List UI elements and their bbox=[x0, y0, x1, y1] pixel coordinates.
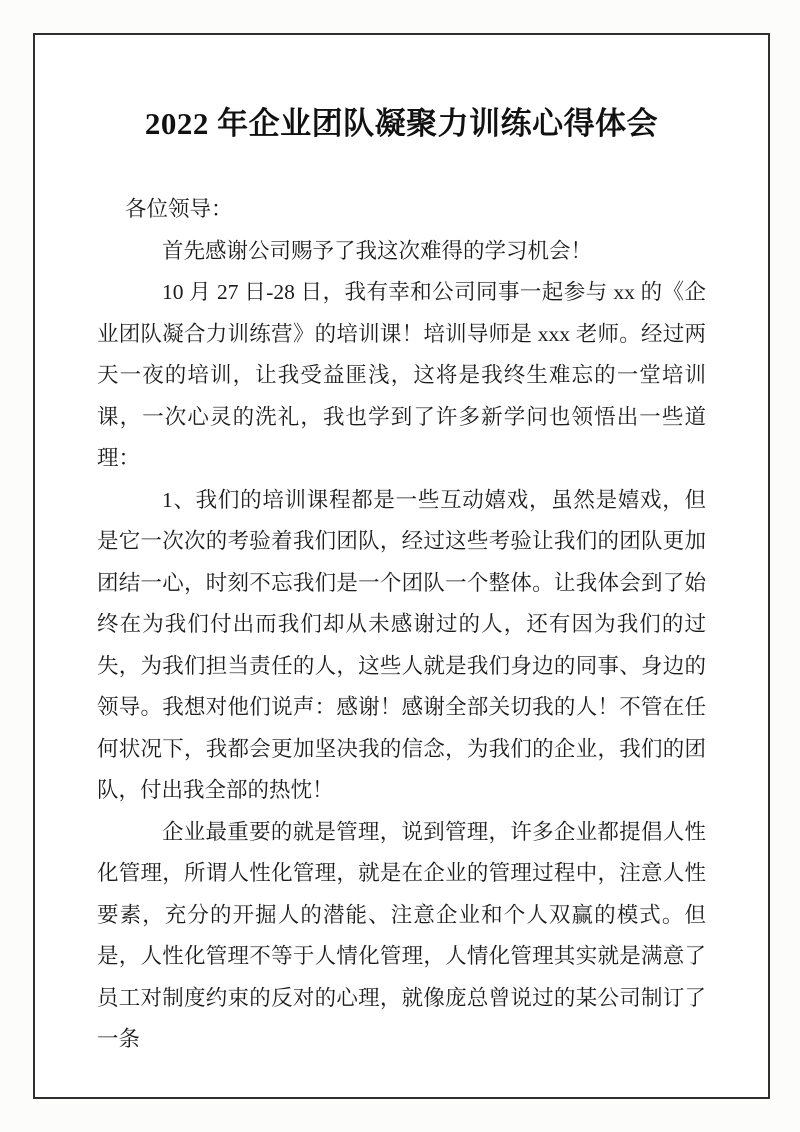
salutation-line: 各位领导： bbox=[125, 197, 233, 221]
paragraph: 10 月 27 日-28 日，我有幸和公司同事一起参与 xx 的《企业团队凝合力训练营》的培训课！培训导师是 xxx 老师。经过两天一夜的培训，让我受益匪浅，这将是我终生难忘的一堂培训课，一次心灵的洗礼，我也学到了许多新学问也领悟出一些道理： bbox=[97, 280, 706, 470]
document-title: 2022 年企业团队凝聚力训练心得体会 bbox=[144, 106, 659, 141]
document-page bbox=[33, 33, 770, 1099]
paragraph: 企业最重要的就是管理，说到管理，许多企业都提倡人性化管理，所谓人性化管理，就是在企业的管理过程中，注意人性要素，充分的开掘人的潜能、注意企业和个人双赢的模式。但是，人性化管理不等于人情化管理，人情化管理其实就是满意了员工对制度约束的反对的心理，就像庞总曾说过的某公司制订了一条 bbox=[97, 819, 706, 1051]
paragraph: 首先感谢公司赐予了我这次难得的学习机会！ bbox=[162, 238, 593, 263]
paragraph: 1、我们的培训课程都是一些互动嬉戏，虽然是嬉戏，但是它一次次的考验着我们团队，经过这些考验让我们的团队更加团结一心，时刻不忘我们是一个团队一个整体。让我体会到了始终在为我们付出而我们却从未感谢过的人，还有因为我们的过失，为我们担当责任的人，这些人就是我们身边的同事、身边的领导。我想对他们说声：感谢！感谢全部关切我的人！不管在任何状况下，我都会更加坚决我的信念，为我们的企业，我们的团队，付出我全部的热忱！ bbox=[97, 487, 706, 802]
document-body bbox=[97, 189, 706, 1061]
